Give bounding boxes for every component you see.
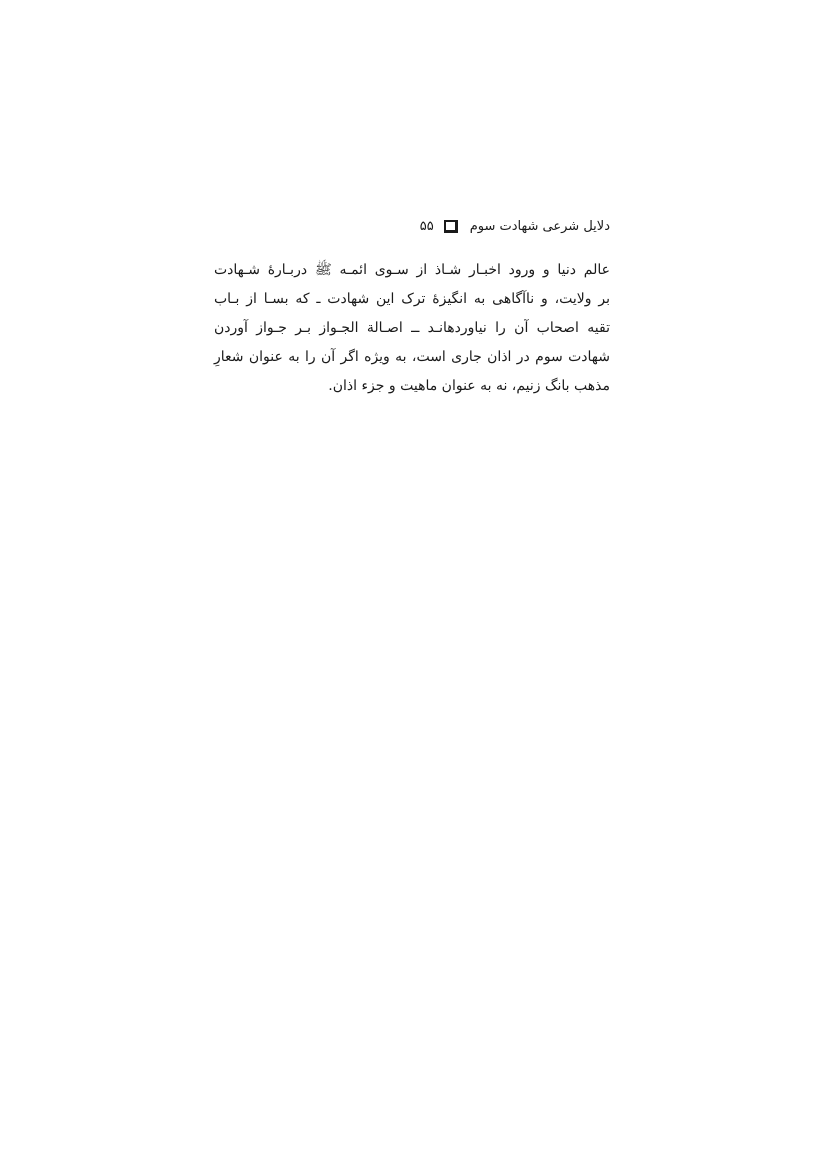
paragraph-line-2: بر ولایت، و ناآگاهی به انگیزۀ ترک این شهادت ـ که بسـا از بـاب: [214, 291, 610, 307]
paragraph-line-1: عالم دنیا و ورود اخبـار شـاذ از سـوی ائمـه ﷺ دربـارۀ شـهادت: [214, 262, 610, 278]
page-number: ۵۵: [419, 218, 434, 234]
body-paragraph: [214, 256, 610, 401]
paragraph-line-5: مذهب بانگ زنیم، نه به عنوان ماهیت و جزء اذان.: [328, 378, 610, 394]
running-header: [214, 214, 610, 238]
square-ornament-icon: [444, 220, 458, 233]
paragraph-line-4: شهادت سوم در اذان جاری است، به ویژه اگر آن را به عنوان شعارِ: [214, 349, 610, 365]
paragraph-line-3: تقیه اصحاب آن را نیاوردهانـد ــ اصـالة الجـواز بـر جـواز آوردن: [214, 320, 610, 336]
running-header-title: دلایل شرعی شهادت سوم: [469, 218, 610, 234]
